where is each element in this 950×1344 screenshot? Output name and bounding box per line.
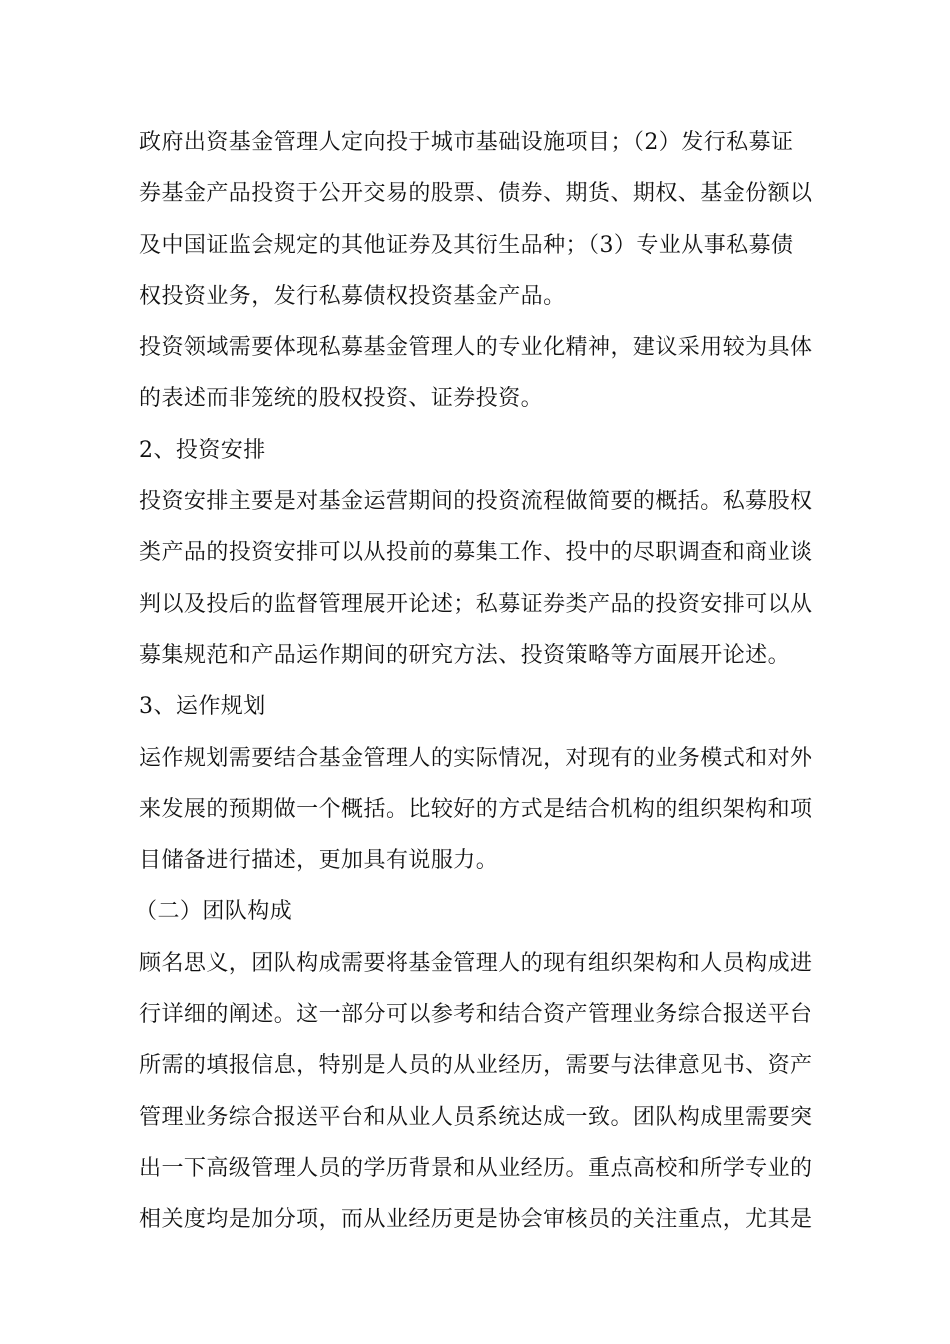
text-line-17: 顾名思义，团队构成需要将基金管理人的现有组织架构和人员构成进 <box>139 950 813 976</box>
text-line-1: 政府出资基金管理人定向投于城市基础设施项目；（2）发行私募证 <box>139 130 794 155</box>
text-line-9: 类产品的投资安排可以从投前的募集工作、投中的尽职调查和商业谈 <box>139 540 813 566</box>
text-line-2: 券基金产品投资于公开交易的股票、债券、期货、期权、基金份额以 <box>139 181 813 207</box>
text-line-14: 来发展的预期做一个概括。比较好的方式是结合机构的组织架构和项 <box>139 796 813 822</box>
text-line-18: 行详细的阐述。这一部分可以参考和结合资产管理业务综合报送平台 <box>139 1002 813 1028</box>
text-line-4: 权投资业务，发行私募债权投资基金产品。 <box>139 283 566 309</box>
text-line-21: 出一下高级管理人员的学历背景和从业经历。重点高校和所学专业的 <box>139 1155 813 1181</box>
text-line-5: 投资领域需要体现私募基金管理人的专业化精神，建议采用较为具体 <box>139 335 813 361</box>
text-line-22: 相关度均是加分项，而从业经历更是协会审核员的关注重点，尤其是 <box>139 1207 813 1233</box>
section-heading-investment-arrangement: 2、投资安排 <box>139 437 266 463</box>
section-heading-team-composition: （二）团队构成 <box>135 899 293 925</box>
text-line-15: 目储备进行描述，更加具有说服力。 <box>139 848 499 874</box>
document-page <box>135 117 829 1246</box>
text-line-11: 募集规范和产品运作期间的研究方法、投资策略等方面展开论述。 <box>139 642 791 668</box>
text-line-6: 的表述而非笼统的股权投资、证券投资。 <box>139 386 544 412</box>
text-line-10: 判以及投后的监督管理展开论述；私募证券类产品的投资安排可以从 <box>139 591 813 617</box>
text-line-19: 所需的填报信息，特别是人员的从业经历，需要与法律意见书、资产 <box>139 1053 813 1079</box>
text-line-8: 投资安排主要是对基金运营期间的投资流程做简要的概括。私募股权 <box>139 489 813 515</box>
text-line-13: 运作规划需要结合基金管理人的实际情况，对现有的业务模式和对外 <box>139 745 813 771</box>
section-heading-operation-plan: 3、运作规划 <box>139 694 266 720</box>
text-line-3: 及中国证监会规定的其他证券及其衍生品种；（3）专业从事私募债 <box>139 232 794 258</box>
text-line-20: 管理业务综合报送平台和从业人员系统达成一致。团队构成里需要突 <box>139 1104 813 1130</box>
